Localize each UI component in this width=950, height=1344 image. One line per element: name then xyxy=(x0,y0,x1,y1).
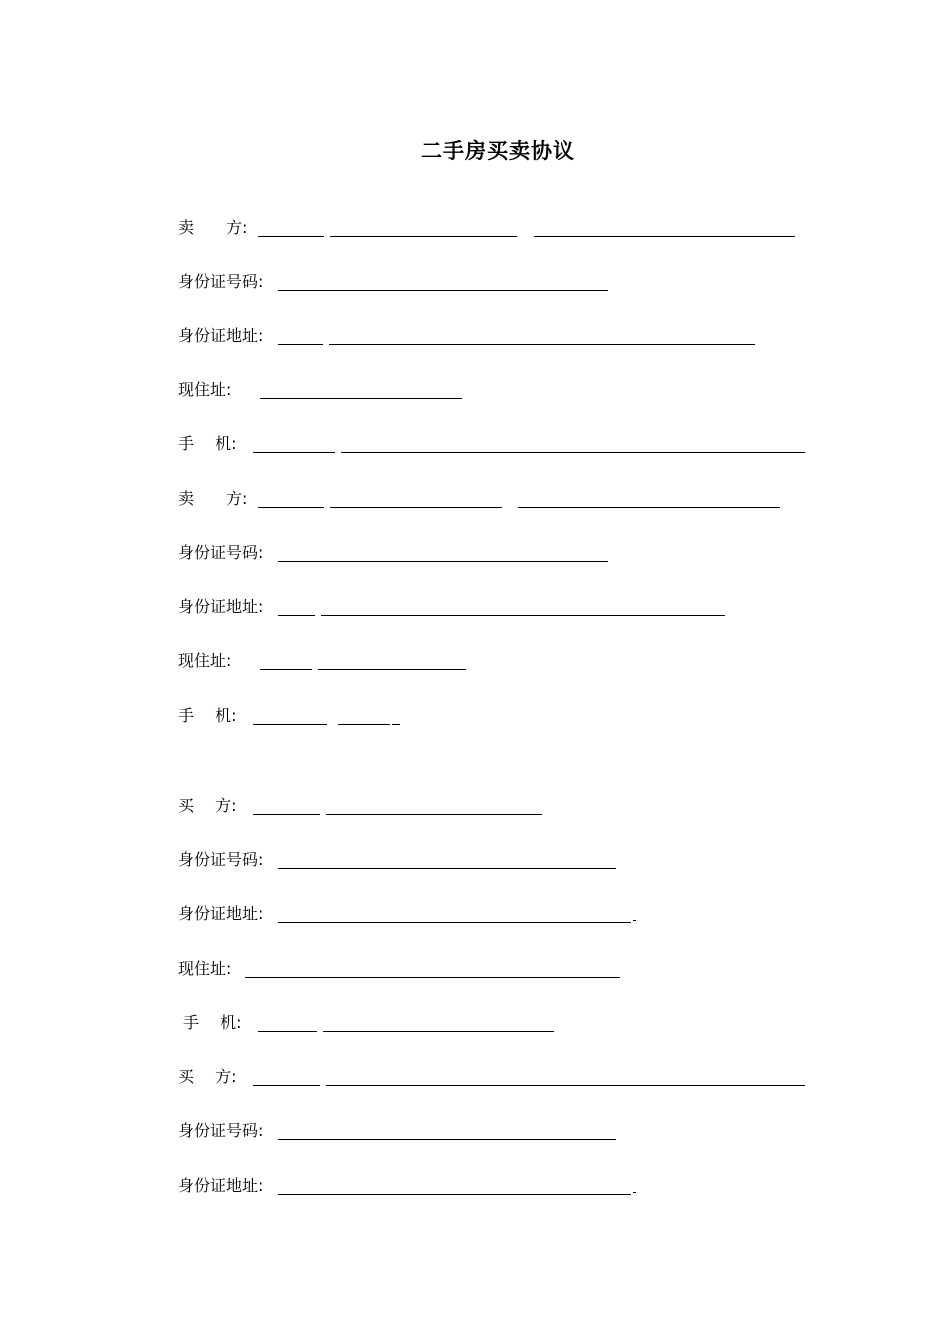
buyer-2-id-address-label: 身份证地址: xyxy=(178,1176,264,1195)
seller-1-name-field-2[interactable] xyxy=(330,236,517,237)
seller-2-id-number-field[interactable] xyxy=(278,561,608,562)
buyer-1-name-field[interactable] xyxy=(253,814,320,815)
seller-2-id-address-field[interactable] xyxy=(278,615,315,616)
buyer-2-party-label: 买 方: xyxy=(178,1067,237,1086)
buyer-1-phone-label: 手 机: xyxy=(183,1013,242,1032)
buyer-1-current-address-row xyxy=(0,959,950,989)
buyer-1-current-address-label: 现住址: xyxy=(178,959,232,978)
seller-2-name-field-3[interactable] xyxy=(518,507,780,508)
seller-1-id-address-field-2[interactable] xyxy=(329,344,755,345)
buyer-2-id-address-row xyxy=(0,1176,950,1206)
seller-2-current-address-row xyxy=(0,651,950,681)
buyer-1-party-label: 买 方: xyxy=(178,796,237,815)
seller-2-current-address-field[interactable] xyxy=(260,669,312,670)
buyer-1-id-address-row xyxy=(0,904,950,934)
seller-1-phone-field-2[interactable] xyxy=(341,452,805,453)
seller-1-name-row xyxy=(0,218,950,248)
seller-1-phone-field[interactable] xyxy=(253,452,335,453)
seller-1-name-field[interactable] xyxy=(258,236,324,237)
seller-2-name-row xyxy=(0,489,950,519)
seller-1-id-number-row xyxy=(0,272,950,302)
seller-2-id-address-field-2[interactable] xyxy=(321,615,725,616)
seller-1-phone-row xyxy=(0,434,950,464)
buyer-2-id-address-field-end xyxy=(633,1192,636,1193)
buyer-1-id-number-row xyxy=(0,850,950,880)
seller-2-current-address-label: 现住址: xyxy=(178,651,232,670)
seller-1-current-address-field[interactable] xyxy=(260,398,462,399)
seller-2-id-number-row xyxy=(0,543,950,573)
buyer-1-current-address-field[interactable] xyxy=(245,977,620,978)
seller-1-phone-label: 手 机: xyxy=(178,434,237,453)
seller-1-id-address-row xyxy=(0,326,950,356)
buyer-2-id-number-field[interactable] xyxy=(278,1139,616,1140)
seller-2-name-field-2[interactable] xyxy=(330,507,502,508)
seller-2-party-label: 卖 方: xyxy=(178,489,248,508)
seller-1-party-label: 卖 方: xyxy=(178,218,248,237)
seller-2-phone-field[interactable] xyxy=(253,724,327,725)
buyer-2-id-address-field[interactable] xyxy=(278,1194,631,1195)
seller-1-name-field-3[interactable] xyxy=(534,236,795,237)
buyer-1-phone-row xyxy=(0,1013,950,1043)
seller-2-name-field[interactable] xyxy=(258,507,324,508)
buyer-1-id-address-label: 身份证地址: xyxy=(178,904,264,923)
buyer-2-id-number-row xyxy=(0,1121,950,1151)
seller-2-id-address-row xyxy=(0,597,950,627)
buyer-1-id-address-field-end xyxy=(633,920,636,921)
seller-1-current-address-label: 现住址: xyxy=(178,380,232,399)
buyer-1-name-field-2[interactable] xyxy=(326,814,542,815)
seller-1-id-address-label: 身份证地址: xyxy=(178,326,264,345)
buyer-2-name-field[interactable] xyxy=(253,1085,320,1086)
seller-2-id-number-label: 身份证号码: xyxy=(178,543,264,562)
buyer-1-phone-field-2[interactable] xyxy=(323,1031,554,1032)
seller-2-phone-row xyxy=(0,706,950,736)
buyer-1-name-row xyxy=(0,796,950,826)
seller-1-id-number-label: 身份证号码: xyxy=(178,272,264,291)
seller-1-current-address-row xyxy=(0,380,950,410)
buyer-2-name-field-2[interactable] xyxy=(326,1085,805,1086)
seller-2-phone-field-2[interactable] xyxy=(338,724,390,725)
document-title: 二手房买卖协议 xyxy=(421,139,575,163)
seller-1-id-address-field[interactable] xyxy=(278,344,323,345)
seller-2-phone-field-3[interactable] xyxy=(392,724,400,725)
buyer-1-id-number-label: 身份证号码: xyxy=(178,850,264,869)
seller-2-id-address-label: 身份证地址: xyxy=(178,597,264,616)
buyer-1-phone-field[interactable] xyxy=(258,1031,317,1032)
buyer-2-name-row xyxy=(0,1067,950,1097)
buyer-2-id-number-label: 身份证号码: xyxy=(178,1121,264,1140)
seller-2-phone-label: 手 机: xyxy=(178,706,237,725)
buyer-1-id-number-field[interactable] xyxy=(278,868,616,869)
seller-2-current-address-field-2[interactable] xyxy=(318,669,466,670)
seller-1-id-number-field[interactable] xyxy=(278,290,608,291)
buyer-1-id-address-field[interactable] xyxy=(278,922,631,923)
